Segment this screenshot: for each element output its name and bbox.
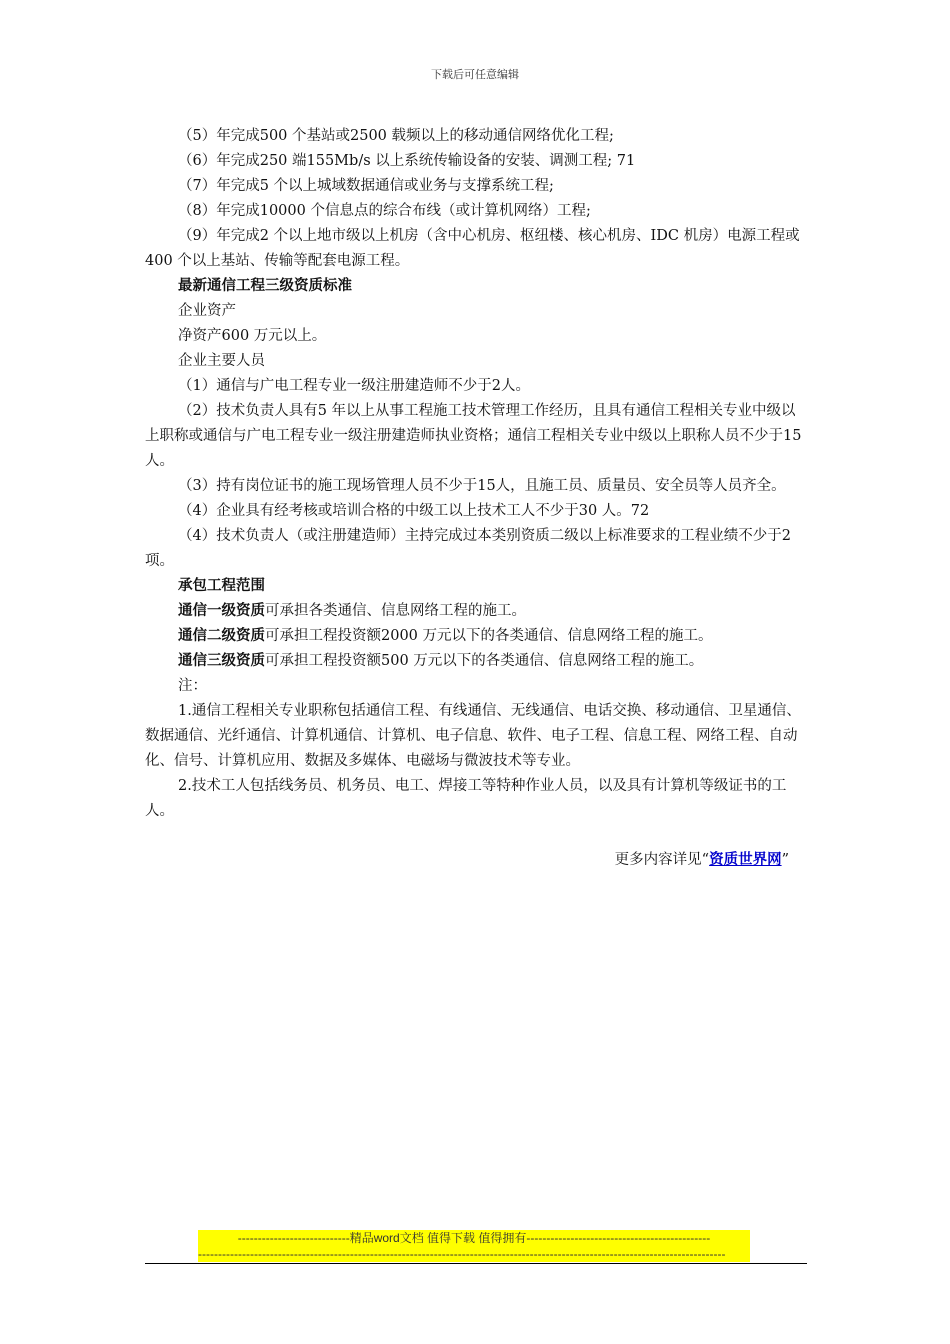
footer-rule [145,1263,807,1264]
staff-item-1: （1）通信与广电工程专业一级注册建造师不少于2人。 [178,378,530,394]
more-prefix: 更多内容详见“ [614,852,710,868]
more-suffix: ” [781,852,789,868]
scope-grade2-label: 通信二级资质 [178,628,265,644]
page-header: 下载后可任意编辑 [431,68,519,81]
scope-grade1-text: 可承担各类通信、信息网络工程的施工。 [265,603,526,619]
site-link[interactable]: 资质世界网 [709,852,782,868]
staff-label: 企业主要人员 [178,353,265,369]
paragraph-5: （5）年完成500 个基站或2500 载频以上的移动通信网络优化工程; [178,128,614,144]
staff-item-5: （4）技术负责人（或注册建造师）主持完成过本类别资质二级以上标准要求的工程业绩不少于2 项。 [145,528,791,569]
paragraph-8: （8）年完成10000 个信息点的综合布线（或计算机网络）工程; [178,203,591,219]
heading-scope: 承包工程范围 [178,578,265,594]
scope-grade3-text: 可承担工程投资额500 万元以下的各类通信、信息网络工程的施工。 [265,653,704,669]
footer-line-1: ----------------------------精品word文档 值得下载 值得拥有---------------------------------------------- [237,1231,711,1245]
more-info-line [145,848,807,873]
scope-grade1-label: 通信一级资质 [178,603,265,619]
note-label: 注： [178,678,207,694]
scope-grade3-label: 通信三级资质 [178,653,265,669]
scope-grade2 [145,624,807,649]
paragraph-9: （9）年完成2 个以上地市级以上机房（含中心机房、枢纽楼、核心机房、IDC 机房）电源工程或400 个以上基站、传输等配套电源工程。 [145,228,800,269]
note-1: 1.通信工程相关专业职称包括通信工程、有线通信、无线通信、电话交换、移动通信、卫星通信、数据通信、光纤通信、计算机通信、计算机、电子信息、软件、电子工程、信息工程、网络工程、自动化、信号、计算机应用、数据及多媒体、电磁场与微波技术等专业。 [145,703,801,769]
note-2: 2.技术工人包括线务员、机务员、电工、焊接工等特种作业人员，以及具有计算机等级证书的工人。 [145,778,787,819]
footer-banner [198,1230,750,1262]
scope-grade2-text: 可承担工程投资额2000 万元以下的各类通信、信息网络工程的施工。 [265,628,713,644]
staff-item-3: （3）持有岗位证书的施工现场管理人员不少于15人，且施工员、质量员、安全员等人员齐全。 [178,478,786,494]
scope-grade3 [145,649,807,674]
paragraph-6: （6）年完成250 端155Mb/s 以上系统传输设备的安装、调测工程; 71 [178,153,636,169]
assets-label: 企业资产 [178,303,236,319]
heading-grade3-standard: 最新通信工程三级资质标准 [178,278,352,294]
paragraph-7: （7）年完成5 个以上城域数据通信或业务与支撑系统工程; [178,178,554,194]
footer-line-2: ------------------------------------------------------------------------------------------------------------------------------------ [198,1247,726,1261]
staff-item-4: （4）企业具有经考核或培训合格的中级工以上技术工人不少于30 人。72 [178,503,650,519]
assets-value: 净资产600 万元以上。 [178,328,327,344]
scope-grade1 [145,599,807,624]
document-body [145,124,807,873]
staff-item-2: （2）技术负责人具有5 年以上从事工程施工技术管理工作经历，且具有通信工程相关专业中级以上职称或通信与广电工程专业一级注册建造师执业资格；通信工程相关专业中级以上职称人员不少于15 人。 [145,403,802,469]
